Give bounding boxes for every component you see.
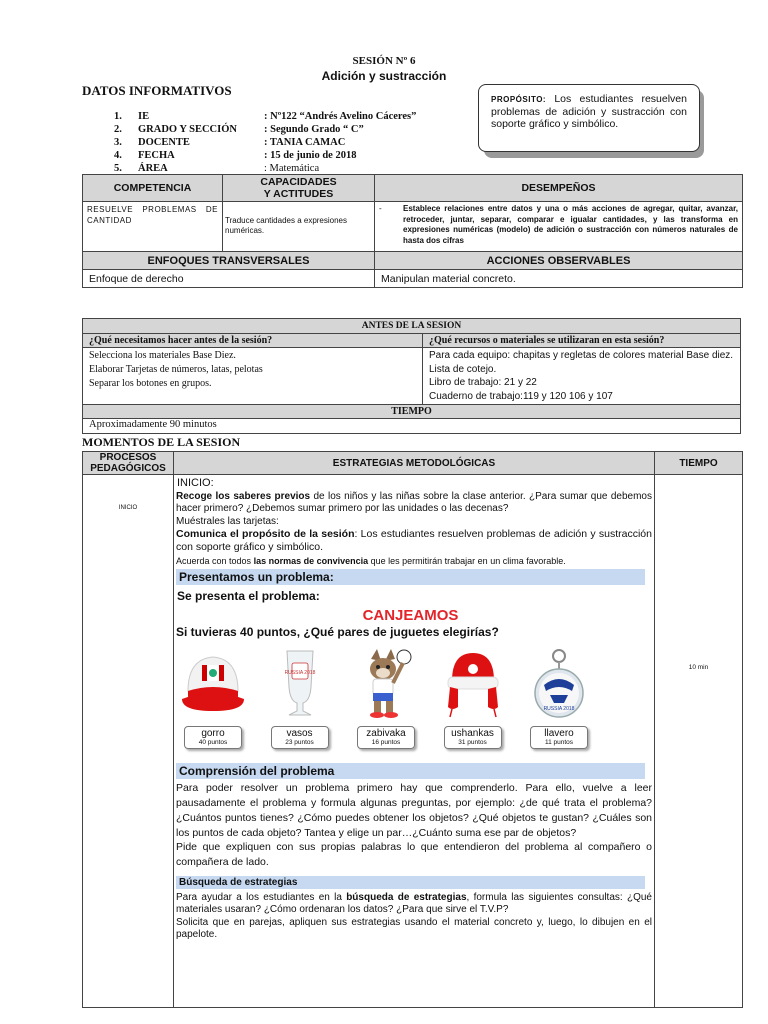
saberes-previos-paragraph: Recoge los saberes previos de los niños y las niñas sobre la clase anterior. ¿Para sumar que debemos hacer primero? ¿Debemos sumar primero por las unidades o las decenas?: [176, 491, 652, 515]
antes-left-line-1: Selecciona los materiales Base Diez.: [89, 350, 236, 361]
competencias-table: [82, 174, 743, 288]
header-tiempo: TIEMPO: [655, 452, 743, 475]
comprension-paragraph-1: Para poder resolver un problema primero hay que comprenderlo. Para ello, vuelve a leer pausadamente el problema y formula algunas preguntas, por ejemplo: ¿de qué trata el problema? ¿Cuántos puntos tienes? ¿Cómo puedes obtener los objetos? ¿Qué objetos te gustan? ¿Cuáles son los puntos de cada objeto? Tantea y elige un par…¿Cuánto suma ese par de objetos?: [176, 782, 652, 839]
bullet-dash: -: [379, 204, 382, 213]
toy-label-zabivaka: zabivaka 16 puntos: [357, 726, 415, 749]
glass-banner: RUSSIA 2018: [284, 670, 315, 677]
header-procesos: PROCESOS PEDAGÓGICOS: [83, 452, 174, 475]
antes-q2: ¿Qué recursos o materiales se utilizaran en esta sesión?: [423, 334, 741, 348]
antes-title: ANTES DE LA SESION: [83, 319, 741, 334]
toy-zabivaka: [349, 647, 423, 749]
antes-right-line-1: Para cada equipo: chapitas y regletas de colores material Base diez. Lista de cotejo.: [429, 350, 734, 375]
toys-row: [176, 647, 596, 749]
session-topic: Adición y sustracción: [321, 69, 447, 83]
toy-label-llavero: llavero 11 puntos: [530, 726, 588, 749]
toy-gorro: [176, 647, 250, 749]
accion-cell: Manipulan material concreto.: [375, 270, 743, 288]
toy-label-ushankas: ushankas 31 puntos: [444, 726, 502, 749]
problem-question: Si tuvieras 40 puntos, ¿Qué pares de juguetes elegirías?: [176, 625, 499, 640]
antes-left-line-3: Separar los botones en grupos.: [89, 378, 212, 389]
info-row-grado: 2. GRADO Y SECCIÓN : Segundo Grado “ C”: [114, 124, 364, 135]
header-estrategias: ESTRATEGIAS METODOLÓGICAS: [174, 452, 655, 475]
presentamos-bar: Presentamos un problema:: [176, 569, 645, 585]
toy-ushankas: [436, 647, 510, 749]
keychain-banner: RUSSIA 2018: [543, 706, 575, 713]
info-row-area: 5. ÁREA : Matemática: [114, 163, 320, 174]
ushanka-hat-icon: [440, 647, 506, 721]
antes-q1: ¿Qué necesitamos hacer antes de la sesión?: [83, 334, 423, 348]
proposito-text: Los estudiantes resuelven problemas de adición y sustracción con soporte gráfico y simbólico.: [491, 93, 687, 130]
info-row-fecha: 4. FECHA : 15 de junio de 2018: [114, 150, 357, 161]
antes-left-line-2: Elaborar Tarjetas de números, latas, pelotas: [89, 364, 263, 375]
tarjetas-paragraph: Muéstrales las tarjetas:: [176, 515, 279, 527]
antes-left-cell: [83, 348, 423, 405]
keychain-icon: [526, 647, 592, 721]
cap-icon: [180, 647, 246, 721]
busqueda-paragraph-1: Para ayudar a los estudiantes en la búsqueda de estrategias, formula las siguientes consultas: ¿Qué materiales usaran? ¿Cómo ordenaran los datos? ¿Para que sirve el T.V.P?: [176, 891, 652, 916]
antes-right-cell: [423, 348, 741, 405]
toy-label-vasos: vasos 23 puntos: [271, 726, 329, 749]
header-acciones: ACCIONES OBSERVABLES: [375, 252, 743, 270]
enfoque-cell: Enfoque de derecho: [83, 270, 375, 288]
comprension-bar: Comprensión del problema: [176, 763, 645, 779]
proposito-paragraph: Comunica el propósito de la sesión: Los estudiantes resuelven problemas de adición y sustracción con soporte gráfico y simbólico.: [176, 527, 652, 553]
inicio-title: INICIO:: [177, 477, 214, 489]
momentos-table: [82, 451, 743, 1008]
toy-vasos: [263, 647, 337, 749]
proposito-label: PROPÓSITO:: [491, 95, 547, 104]
proposito-box: [478, 84, 700, 152]
antes-right-line-3: Cuaderno de trabajo:119 y 120 106 y 107: [429, 390, 613, 402]
competencia-cell: RESUELVE PROBLEMAS DE CANTIDAD: [83, 202, 223, 252]
busqueda-paragraph-2: Solicita que en parejas, apliquen sus estrategias usando el material concreto y, luego, lo dibujen en el papelote.: [176, 916, 652, 941]
header-competencia: COMPETENCIA: [83, 175, 223, 202]
header-desempenos: DESEMPEÑOS: [375, 175, 743, 202]
canjeamos-title: CANJEAMOS: [362, 607, 459, 625]
info-row-ie: 1. IE : Nº122 “Andrés Avelino Cáceres”: [114, 111, 417, 122]
antes-right-line-2: Libro de trabajo: 21 y 22: [429, 377, 537, 388]
tiempo-inicio: 10 min: [655, 475, 743, 1008]
tiempo-value: Aproximadamente 90 minutos: [83, 419, 741, 434]
toy-llavero: [522, 647, 596, 749]
comprension-paragraph-2: Pide que expliquen con sus propias palabras lo que entendieron del problema al compañero o compañera de lado.: [176, 841, 652, 869]
busqueda-bar: Búsqueda de estrategias: [176, 876, 645, 889]
desempeno-cell: - Establece relaciones entre datos y una o más acciones de agregar, quitar, avanzar, retroceder, juntar, separar, comparar e igualar cantidades, y las transforma en expresiones numéricas (modelo) de adición o sustracción con números naturales de hasta dos cifras: [375, 202, 743, 252]
session-title: SESIÓN Nº 6: [352, 55, 416, 67]
toy-label-gorro: gorro 40 puntos: [184, 726, 242, 749]
datos-heading: DATOS INFORMATIVOS: [82, 83, 232, 98]
header-capacidades: CAPACIDADES Y ACTITUDES: [223, 175, 375, 202]
tiempo-label: TIEMPO: [83, 405, 741, 419]
normas-paragraph: Acuerda con todos las normas de convivencia que les permitirán trabajar en un clima favorable.: [176, 555, 566, 566]
capacidad-cell: Traduce cantidades a expresiones numéricas.: [223, 202, 375, 252]
se-presenta-label: Se presenta el problema:: [177, 589, 320, 604]
proceso-inicio: INICIO: [83, 475, 174, 1008]
wolf-mascot-icon: [353, 647, 419, 721]
estrategias-cell: [174, 475, 655, 1008]
glass-icon: [267, 647, 333, 721]
antes-table: [82, 318, 741, 434]
header-enfoques: ENFOQUES TRANSVERSALES: [83, 252, 375, 270]
momentos-heading: MOMENTOS DE LA SESION: [82, 435, 241, 449]
info-row-docente: 3. DOCENTE : TANIA CAMAC: [114, 137, 346, 148]
